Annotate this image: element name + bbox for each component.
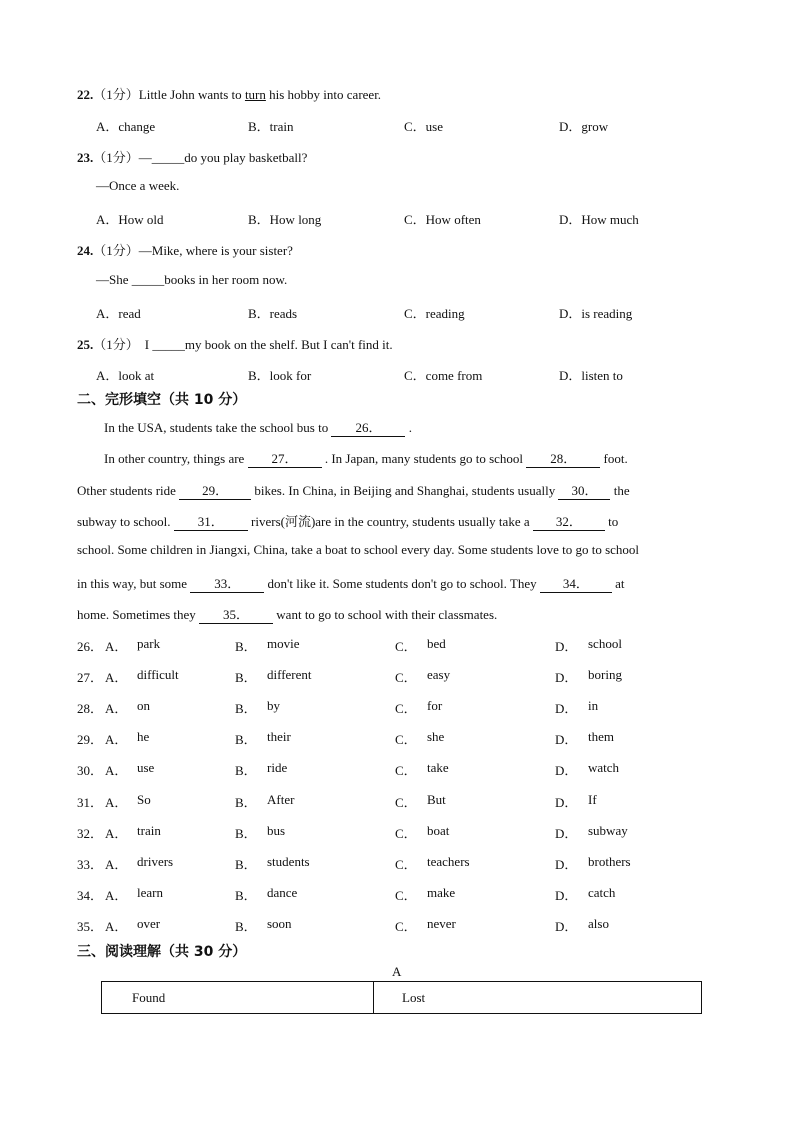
table-header-found: Found xyxy=(102,982,374,1014)
option-c[interactable]: But xyxy=(427,792,446,807)
blank-31: 31． xyxy=(174,511,248,531)
option-a[interactable]: A．change xyxy=(96,119,156,134)
option-a[interactable]: on xyxy=(137,698,150,713)
question-number: 22. xyxy=(77,87,94,102)
question-score: （1分） xyxy=(93,150,139,165)
option-b[interactable]: B．train xyxy=(248,119,294,134)
option-a[interactable]: he xyxy=(137,729,150,744)
option-d[interactable]: also xyxy=(588,916,609,931)
option-a[interactable]: use xyxy=(137,760,155,775)
option-d[interactable]: D．grow xyxy=(559,119,609,134)
passage-line: Other students ride 29． bikes. In China, in Beijing and Shanghai, students usually 30． the xyxy=(77,480,630,500)
cloze-option-row: 35． A． over B． soon C． never D． also xyxy=(77,916,609,934)
passage-line: in this way, but some 33． don't like it. Some students don't go to school. They 34． at xyxy=(77,573,625,593)
passage-line: school. Some children in Jiangxi, China, take a boat to school every day. Some students love to go to school xyxy=(77,542,640,557)
cloze-option-row: 29． A． he B． their C． she D． them xyxy=(77,729,614,747)
option-a[interactable]: drivers xyxy=(137,854,174,869)
blank-32: 32． xyxy=(533,511,605,531)
option-d[interactable]: school xyxy=(588,636,622,651)
option-d[interactable]: subway xyxy=(588,823,628,838)
reply-text: —Once a week. xyxy=(96,178,180,193)
option-b[interactable]: different xyxy=(267,667,312,682)
table-header-lost: Lost xyxy=(374,982,702,1014)
option-a[interactable]: park xyxy=(137,636,161,651)
option-d[interactable]: brothers xyxy=(588,854,631,869)
option-b[interactable]: ride xyxy=(267,760,288,775)
answer-blank: _____ xyxy=(131,272,165,287)
option-b[interactable]: their xyxy=(267,729,291,744)
section-heading-cloze: 二、完形填空（共 10 分） xyxy=(77,392,247,408)
question-23: 23.（1分）—_____do you play basketball? xyxy=(77,150,308,165)
option-c[interactable]: easy xyxy=(427,667,451,682)
option-d[interactable]: them xyxy=(588,729,614,744)
question-24: 24.（1分）—Mike, where is your sister? xyxy=(77,243,293,258)
option-b[interactable]: B．look for xyxy=(248,368,312,383)
option-c[interactable]: boat xyxy=(427,823,450,838)
option-d[interactable]: D．listen to xyxy=(559,368,623,383)
option-b[interactable]: dance xyxy=(267,885,298,900)
option-c[interactable]: C．reading xyxy=(404,306,465,321)
cloze-option-row: 30． A． use B． ride C． take D． watch xyxy=(77,760,620,778)
cloze-option-row: 26． A． park B． movie C． bed D． school xyxy=(77,636,622,654)
option-d[interactable]: watch xyxy=(588,760,620,775)
option-a[interactable]: over xyxy=(137,916,161,931)
question-25: 25.（1分） I _____my book on the shelf. But I can't find it. xyxy=(77,337,393,352)
option-c[interactable]: C．How often xyxy=(404,212,481,227)
question-number: 23. xyxy=(77,150,94,165)
option-d[interactable]: boring xyxy=(588,667,622,682)
cloze-option-row: 31． A． So B． After C． But D． If xyxy=(77,792,597,810)
option-b[interactable]: movie xyxy=(267,636,300,651)
option-c[interactable]: C．come from xyxy=(404,368,483,383)
question-score: （1分） xyxy=(93,243,139,258)
option-a[interactable]: A．How old xyxy=(96,212,164,227)
option-d[interactable]: catch xyxy=(588,885,616,900)
question-number: 25. xyxy=(77,337,94,352)
option-b[interactable]: students xyxy=(267,854,310,869)
found-lost-table xyxy=(101,981,702,1014)
option-c[interactable]: teachers xyxy=(427,854,470,869)
blank-26: 26． xyxy=(331,417,405,437)
question-22: 22.（1分）Little John wants to turn his hobby into career. xyxy=(77,87,382,102)
option-d[interactable]: If xyxy=(588,792,597,807)
option-a[interactable]: train xyxy=(137,823,161,838)
question-number: 24. xyxy=(77,243,94,258)
passage-line: home. Sometimes they 35． want to go to school with their classmates. xyxy=(77,604,497,624)
option-a[interactable]: learn xyxy=(137,885,163,900)
cloze-option-row: 28． A． on B． by C． for D． in xyxy=(77,698,599,716)
blank-29: 29． xyxy=(179,480,251,500)
option-d[interactable]: in xyxy=(588,698,599,713)
passage-line: In the USA, students take the school bus to 26． . xyxy=(104,417,412,437)
blank-35: 35． xyxy=(199,604,273,624)
cloze-option-row: 33． A． drivers B． students C． teachers D． brothers xyxy=(77,854,631,872)
option-a[interactable]: A．look at xyxy=(96,368,155,383)
option-b[interactable]: by xyxy=(267,698,280,713)
option-c[interactable]: for xyxy=(427,698,443,713)
option-b[interactable]: B．reads xyxy=(248,306,298,321)
option-c[interactable]: bed xyxy=(427,636,446,651)
option-d[interactable]: D．How much xyxy=(559,212,639,227)
cloze-option-row: 32． A． train B． bus C． boat D． subway xyxy=(77,823,628,841)
passage-line: In other country, things are 27． . In Japan, many students go to school 28． foot. xyxy=(104,448,628,468)
table-row xyxy=(102,982,702,1014)
section-heading-reading: 三、阅读理解（共 30 分） xyxy=(77,944,247,960)
option-b[interactable]: soon xyxy=(267,916,292,931)
reply-text: —She _____books in her room now. xyxy=(96,272,288,287)
option-c[interactable]: take xyxy=(427,760,449,775)
option-c[interactable]: make xyxy=(427,885,456,900)
question-score: （1分） xyxy=(93,87,139,102)
option-b[interactable]: B．How long xyxy=(248,212,322,227)
option-d[interactable]: D．is reading xyxy=(559,306,633,321)
option-a[interactable]: difficult xyxy=(137,667,179,682)
passage-line: subway to school. 31． rivers(河流)are in the country, students usually take a 32． to xyxy=(77,511,618,531)
cloze-option-row: 27． A． difficult B． different C． easy D． boring xyxy=(77,667,622,685)
passage-label: A xyxy=(392,964,402,979)
option-b[interactable]: After xyxy=(267,792,295,807)
blank-28: 28． xyxy=(526,448,600,468)
answer-blank: _____ xyxy=(152,337,185,352)
underlined-word: turn xyxy=(244,87,266,102)
option-a[interactable]: A．read xyxy=(96,306,141,321)
option-c[interactable]: never xyxy=(427,916,456,931)
blank-30: 30． xyxy=(558,480,610,500)
option-b[interactable]: bus xyxy=(267,823,286,838)
blank-33: 33． xyxy=(190,573,264,593)
question-score: （1分） xyxy=(93,337,139,352)
cloze-option-row: 34． A． learn B． dance C． make D． catch xyxy=(77,885,616,903)
option-c[interactable]: she xyxy=(427,729,445,744)
answer-blank: _____ xyxy=(151,150,185,165)
option-c[interactable]: C．use xyxy=(404,119,444,134)
blank-27: 27． xyxy=(248,448,322,468)
blank-34: 34． xyxy=(540,573,612,593)
option-a[interactable]: So xyxy=(137,792,151,807)
